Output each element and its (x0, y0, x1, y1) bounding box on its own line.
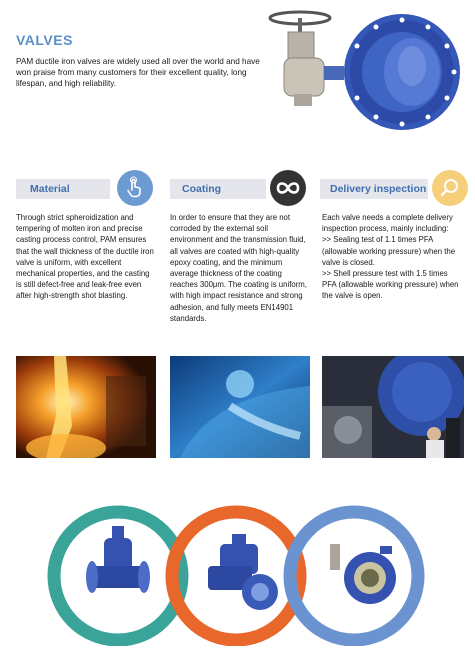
material-text: Through strict spheroidization and tempering of molten iron and precise casting process control, PAM ensures that the wall thickness of the ductile iron valve is uniform, with excellent mechanical properties, and the casting is still defect-free and leak-free even after high-strength shot blasting. (16, 213, 154, 301)
delivery-line: >> Shell pressure test with 1.5 times PFA (allowable working pressure) when the valve is open. (322, 269, 459, 301)
intro-text: PAM ductile iron valves are widely used all over the world and have won praise from many customers for their excellent quality, long lifespan, and high reliability. (16, 57, 260, 88)
butterfly-valve-image (262, 6, 468, 138)
molten-iron-photo (16, 356, 156, 458)
delivery-header-bar (320, 179, 428, 199)
infinity-icon (270, 170, 306, 206)
gate-valve-image-2 (208, 534, 278, 610)
section-title-material: Material (30, 183, 70, 195)
gate-valve-image-1 (86, 526, 150, 593)
material-header-bar (16, 179, 110, 199)
actuated-valve-image (330, 544, 396, 604)
inspection-photo (322, 356, 464, 458)
page-title: VALVES (16, 32, 73, 48)
magnifier-icon (432, 170, 468, 206)
delivery-line: Each valve needs a complete delivery inspection process, mainly including: (322, 213, 453, 234)
valve-rings-graphic (40, 496, 440, 646)
section-title-coating: Coating (182, 183, 222, 195)
hand-pointer-icon (117, 170, 153, 206)
delivery-line: >> Sealing test of 1.1 times PFA (allowable working pressure) when the valve is closed. (322, 235, 456, 267)
section-title-delivery: Delivery inspection (330, 183, 427, 195)
coating-header-bar (170, 179, 266, 199)
coating-text: In order to ensure that they are not corroded by the external soil environment and the transmission fluid, all valves are coated with high-quality epoxy coating, and the minimum average thickness of the coating reaches 300μm. The coating is uniform, with high impact resistance and strong adhesion, and fully meets EN14901 standards. (170, 213, 307, 323)
coating-photo (170, 356, 310, 458)
delivery-text (322, 212, 462, 302)
